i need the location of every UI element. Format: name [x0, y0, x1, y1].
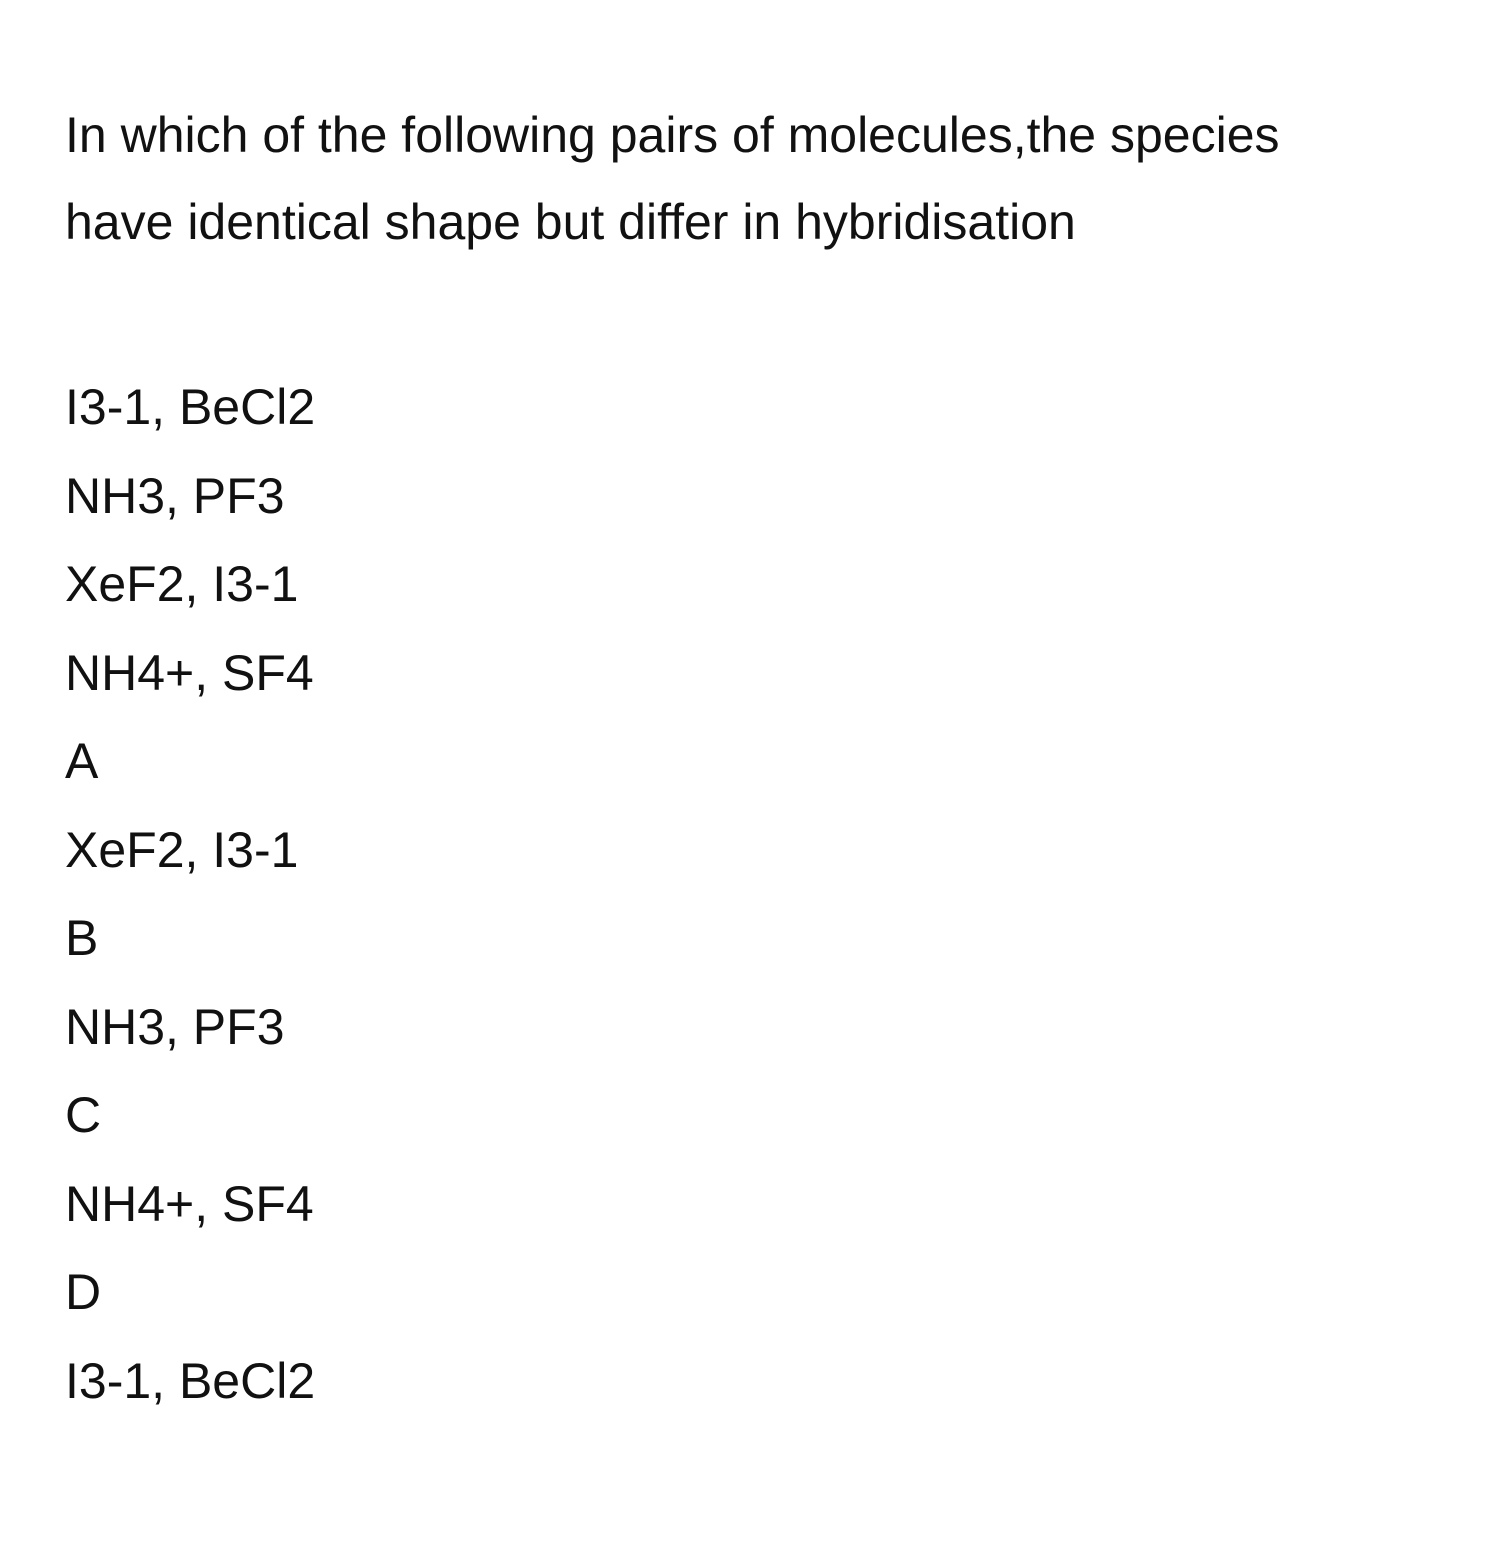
option-item: NH4+, SF4 — [65, 644, 314, 701]
answer-text-d: I3-1, BeCl2 — [65, 1352, 316, 1409]
question-text: In which of the following pairs of molecules,the species have identical shape but differ in hybridisation — [65, 107, 1280, 250]
answer-letter-a: A — [65, 733, 99, 789]
option-item: I3-1, BeCl2 — [65, 379, 316, 435]
answer-text-c: NH4+, SF4 — [65, 1175, 314, 1232]
answer-letter-d: D — [65, 1264, 102, 1320]
option-item: NH3, PF3 — [65, 467, 285, 524]
answer-text-b: NH3, PF3 — [65, 998, 285, 1055]
answer-text-a: XeF2, I3-1 — [65, 821, 299, 878]
answer-letter-c: C — [65, 1087, 102, 1143]
options-list — [65, 363, 1445, 1425]
option-item: XeF2, I3-1 — [65, 556, 299, 612]
question-card — [65, 0, 1445, 1425]
answer-letter-b: B — [65, 910, 99, 966]
